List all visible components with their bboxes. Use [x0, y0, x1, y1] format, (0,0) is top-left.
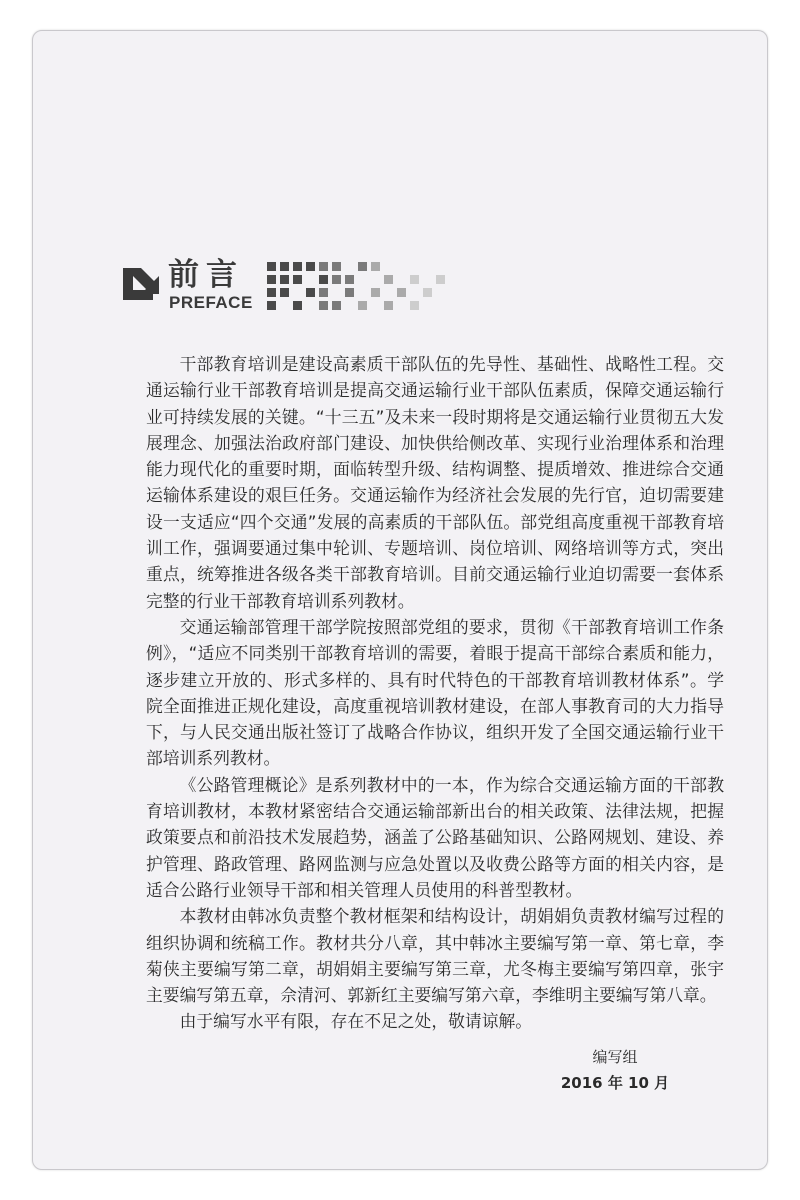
page-title: 前言 [168, 257, 244, 293]
paragraph-3: 《公路管理概论》是系列教材中的一本，作为综合交通运输方面的干部教育培训教材，本教材紧密结合交通运输部新出台的相关政策、法律法规，把握政策要点和前沿技术发展趋势，涵盖了公路基础知识、公路网规划、建设、养护管理、路政管理、路网监测与应急处置以及收费公路等方面的相关内容，是适合公路行业领导干部和相关管理人员使用的科普型教材。 [146, 774, 724, 900]
signature-org: 编写组 [592, 1048, 638, 1066]
book-page [32, 30, 768, 1170]
paragraph-1: 干部教育培训是建设高素质干部队伍的先导性、基础性、战略性工程。交通运输行业干部教育培训是提高交通运输行业干部队伍素质，保障交通运输行业可持续发展的关键。“十三五”及未来一段时期将是交通运输行业贯彻五大发展理念、加强法治政府部门建设、加快供给侧改革、实现行业治理体系和治理能力现代化的重要时期，面临转型升级、结构调整、提质增效、推进综合交通运输体系建设的艰巨任务。交通运输作为经济社会发展的先行官，迫切需要建设一支适应“四个交通”发展的高素质的干部队伍。部党组高度重视干部教育培训工作，强调要通过集中轮训、专题培训、岗位培训、网络培训等方式，突出重点，统筹推进各级各类干部教育培训。目前交通运输行业迫切需要一套体系完整的行业干部教育培训系列教材。 [146, 354, 724, 611]
paragraph-2: 交通运输部管理干部学院按照部党组的要求，贯彻《干部教育培训工作条例》，“适应不同类别干部教育培训的需要，着眼于提高干部综合素质和能力，逐步建立开放的、形式多样的、具有时代特色的干部教育培训教材体系”。学院全面推进正规化建设，高度重视培训教材建设，在部人事教育司的大力指导下，与人民交通出版社签订了战略合作协议，组织开发了全国交通运输行业干部培训系列教材。 [146, 616, 724, 769]
signature-date: 2016 年 10 月 [560, 1074, 670, 1092]
decorative-squares [267, 262, 457, 310]
arrow-down-right-icon [119, 262, 163, 306]
paragraph-5: 由于编写水平有限，存在不足之处，敬请谅解。 [179, 1011, 533, 1032]
paragraph-4: 本教材由韩冰负责整个教材框架和结构设计，胡娟娟负责教材编写过程的组织协调和统稿工作。教材共分八章，其中韩冰主要编写第一章、第七章，李菊侠主要编写第二章，胡娟娟主要编写第三章，尤冬梅主要编写第四章，张宇主要编写第五章，佘清河、郭新红主要编写第六章，李维明主要编写第八章。 [146, 906, 724, 1006]
preface-body [146, 351, 724, 1035]
preface-header [119, 258, 459, 318]
page-subtitle: PREFACE [169, 293, 253, 312]
